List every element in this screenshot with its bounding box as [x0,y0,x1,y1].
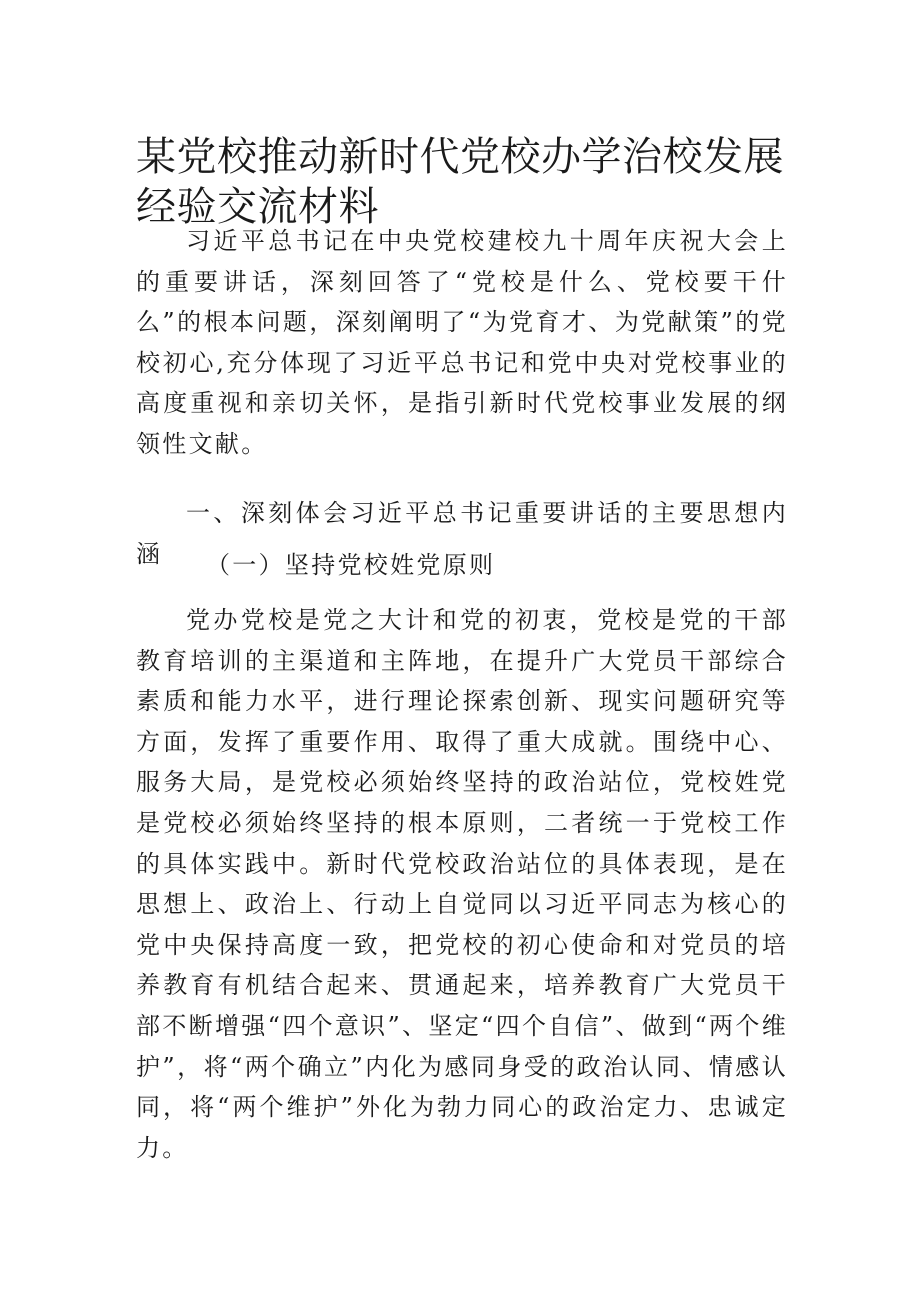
subsection-heading-1: （一）坚持党校姓党原则 [206,551,496,579]
document-title: 某党校推动新时代党校办学治校发展经验交流材料 [136,134,784,230]
section-heading-1: 一、深刻体会习近平总书记重要讲话的主要思想内涵 [136,499,788,568]
body-paragraph: 党办党校是党之大计和党的初衷，党校是党的干部教育培训的主渠道和主阵地，在提升广大党员干部综合素质和能力水平，进行理论探索创新、现实问题研究等方面，发挥了重要作用、取得了重大成就。围绕中心、服务大局，是党校必须始终坚持的政治站位，党校姓党是党校必须始终坚持的根本原则，二者统一于党校工作的具体实践中。新时代党校政治站位的具体表现，是在思想上、政治上、行动上自觉同以习近平同志为核心的党中央保持高度一致，把党校的初心使命和对党员的培养教育有机结合起来、贯通起来，培养教育广大党员干部不断增强“四个意识”、坚定“四个自信”、做到“两个维护”，将“两个确立”内化为感同身受的政治认同、情感认同，将“两个维护”外化为勃力同心的政治定力、忠诚定力。 [136,606,788,1162]
intro-paragraph: 习近平总书记在中央党校建校九十周年庆祝大会上的重要讲话，深刻回答了“党校是什么、党校要干什么”的根本问题，深刻阐明了“为党育才、为党献策”的党校初心,充分体现了习近平总书记和党中央对党校事业的高度重视和亲切关怀，是指引新时代党校事业发展的纲领性文献。 [136,227,788,458]
